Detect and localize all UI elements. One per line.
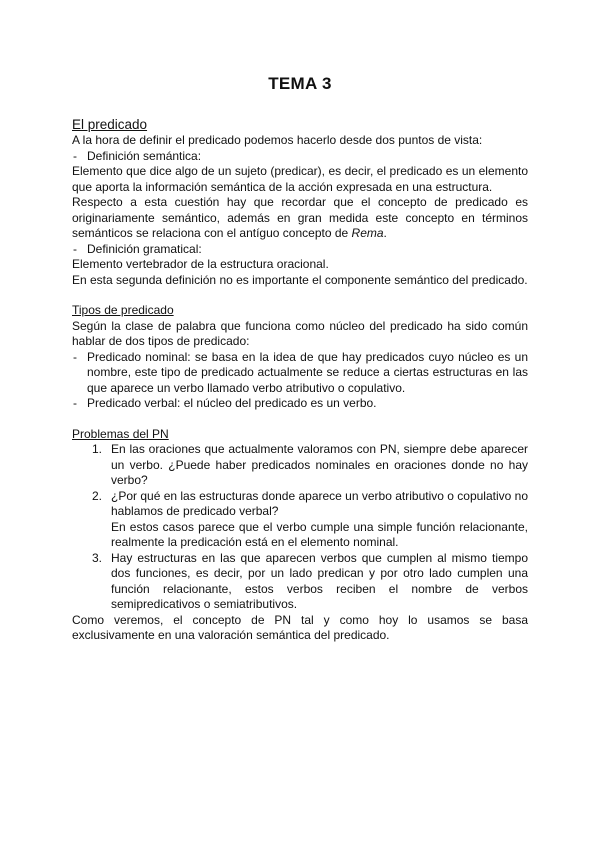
numbered-list [72,442,528,613]
paragraph: A la hora de definir el predicado podemos hacerlo desde dos puntos de vista: [72,133,483,147]
item-text: Hay estructuras en las que aparecen verbos que cumplen al mismo tiempo dos funciones, es decir, por un lado predican y por otro lado cumplen una función relacionante, estos verbos reciben el nombre de verbos semipredicativos o semiatributivos. [111,550,528,611]
list-item [72,242,528,258]
dash-marker: - [73,396,77,410]
section-heading-tipos-de-predicado: Tipos de predicado [72,303,174,317]
dash-marker: - [73,349,77,364]
list-item [72,149,528,165]
item-number: 3. [92,550,103,565]
paragraph [72,195,528,242]
item-number: 2. [92,488,103,503]
list-item-text: Predicado nominal: se basa en la idea de que hay predicados cuyo núcleo es un nombre, este tipo de predicado actualmente se reduce a ciertas estructuras en las que aparece un verbo llamado verbo atributivo o copulativo. [87,349,528,395]
paragraph: Según la clase de palabra que funciona como núcleo del predicado ha sido común hablar de dos tipos de predicado: [72,318,528,348]
item-extra-text: En estos casos parece que el verbo cumple una simple función relacionante, realmente la predicación está en el elemento nominal. [111,519,528,549]
dash-marker: - [73,241,77,256]
section-heading-el-predicado: El predicado [72,117,148,132]
paragraph-end: . [383,226,387,240]
grammatical-definition-label: Definición gramatical: [87,241,202,256]
numbered-item [72,442,528,489]
page-title: TEMA 3 [268,74,332,93]
paragraph-text: Respecto a esta cuestión hay que recordar que el concepto de predicado es originariamente semántico, además en gran medida este concepto en términos semánticos se relaciona con el antíguo concepto de [72,195,528,240]
paragraph: Elemento que dice algo de un sujeto (predicar), es decir, el predicado es un elemento que aporta la información semántica de la acción expresada en una estructura. [72,164,528,194]
list-item [72,396,528,412]
list-item-text: Predicado verbal: el núcleo del predicado es un verbo. [87,396,377,410]
item-text: En las oraciones que actualmente valoramos con PN, siempre debe aparecer un verbo. ¿Puede haber predicados nominales en oraciones donde no hay verbo? [111,442,528,487]
paragraph: Como veremos, el concepto de PN tal y como hoy lo usamos se basa exclusivamente en una valoración semántica del predicado. [72,612,528,642]
paragraph: En esta segunda definición no es importante el componente semántico del predicado. [72,272,528,287]
numbered-item [72,551,528,613]
semantic-definition-label: Definición semántica: [87,148,202,163]
dash-marker: - [73,148,77,163]
paragraph: Elemento vertebrador de la estructura oracional. [72,257,329,271]
item-number: 1. [92,442,103,456]
item-text: ¿Por qué en las estructuras donde aparece un verbo atributivo o copulativo no hablamos de predicado verbal? [111,488,528,518]
list-item [72,350,528,397]
document-body [72,116,528,644]
italic-term: Rema [351,226,384,240]
numbered-item [72,489,528,551]
section-heading-problemas-del-pn: Problemas del PN [72,426,169,441]
